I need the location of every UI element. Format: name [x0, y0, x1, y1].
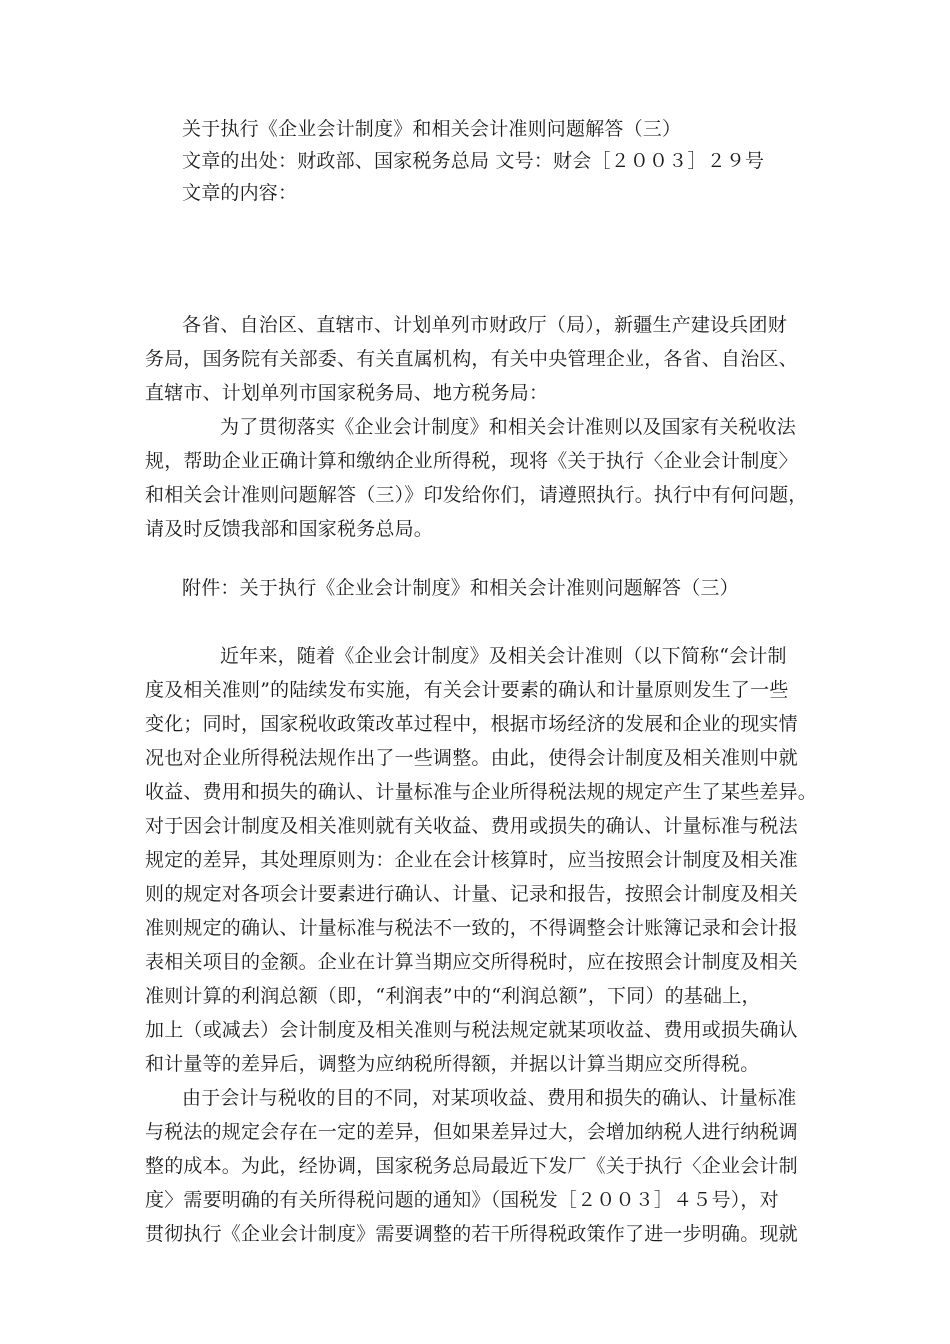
paragraph-line: 度及相关准则”的陆续发布实施，有关会计要素的确认和计量原则发生了一些 — [145, 679, 789, 701]
paragraph-line: 表相关项目的金额。企业在计算当期应交所得税时，应在按照会计制度及相关 — [145, 951, 798, 973]
paragraph-line: 近年来，随着《企业会计制度》及相关会计准则（以下简称“会计制 — [220, 645, 787, 667]
paragraph-line: 由于会计与税收的目的不同，对某项收益、费用和损失的确认、计量标准 — [182, 1087, 797, 1109]
paragraph-line: 贯彻执行《企业会计制度》需要调整的若干所得税政策作了进一步明确。现就 — [145, 1223, 798, 1245]
paragraph-line: 度〉需要明确的有关所得税问题的通知》（国税发［２００３］４５号），对 — [145, 1189, 779, 1211]
paragraph-line: 和计量等的差异后，调整为应纳税所得额，并据以计算当期应交所得税。 — [145, 1053, 760, 1075]
attachment-line: 附件：关于执行《企业会计制度》和相关会计准则问题解答（三） — [182, 577, 739, 599]
paragraph-line: 加上（或减去）会计制度及相关准则与税法规定就某项收益、费用或损失确认 — [145, 1019, 798, 1041]
paragraph-line: 则的规定对各项会计要素进行确认、计量、记录和报告，按照会计制度及相关 — [145, 883, 798, 905]
paragraph-line: 变化；同时，国家税收政策改革过程中，根据市场经济的发展和企业的现实情 — [145, 713, 798, 735]
paragraph-line: 整的成本。为此，经协调，国家税务总局最近下发厂《关于执行〈企业会计制 — [145, 1155, 798, 1177]
content-label: 文章的内容： — [182, 182, 298, 204]
addressee-line: 各省、自治区、直辖市、计划单列市财政厅（局），新疆生产建设兵团财 — [182, 314, 787, 336]
paragraph-line: 规定的差异，其处理原则为：企业在会计核算时，应当按照会计制度及相关准 — [145, 849, 798, 871]
addressee-line: 直辖市、计划单列市国家税务局、地方税务局： — [145, 382, 549, 404]
notice-line: 请及时反馈我部和国家税务总局。 — [145, 518, 434, 540]
paragraph-line: 准则计算的利润总额（即，“利润表”中的“利润总额”，下同）的基础上， — [145, 985, 761, 1007]
addressee-line: 务局，国务院有关部委、有关直属机构，有关中央管理企业，各省、自治区、 — [145, 348, 798, 370]
document-title: 关于执行《企业会计制度》和相关会计准则问题解答（三） — [182, 118, 682, 140]
paragraph-line: 对于因会计制度及相关准则就有关收益、费用或损失的确认、计量标准与税法 — [145, 815, 798, 837]
notice-line: 和相关会计准则问题解答（三）》印发给你们，请遵照执行。执行中有何问题， — [145, 484, 808, 506]
notice-line: 为了贯彻落实《企业会计制度》和相关会计准则以及国家有关税收法 — [220, 416, 797, 438]
paragraph-line: 准则规定的确认、计量标准与税法不一致的，不得调整会计账簿记录和会计报 — [145, 917, 798, 939]
paragraph-line: 与税法的规定会存在一定的差异，但如果差异过大，会增加纳税人进行纳税调 — [145, 1121, 798, 1143]
document-source: 文章的出处：财政部、国家税务总局 文号：财会［２００３］２９号 — [182, 150, 765, 172]
paragraph-line: 收益、费用和损失的确认、计量标准与企业所得税法规的规定产生了某些差异。 — [145, 781, 818, 803]
notice-line: 规，帮助企业正确计算和缴纳企业所得税，现将《关于执行〈企业会计制度〉 — [145, 450, 798, 472]
paragraph-line: 况也对企业所得税法规作出了一些调整。由此，使得会计制度及相关准则中就 — [145, 747, 798, 769]
